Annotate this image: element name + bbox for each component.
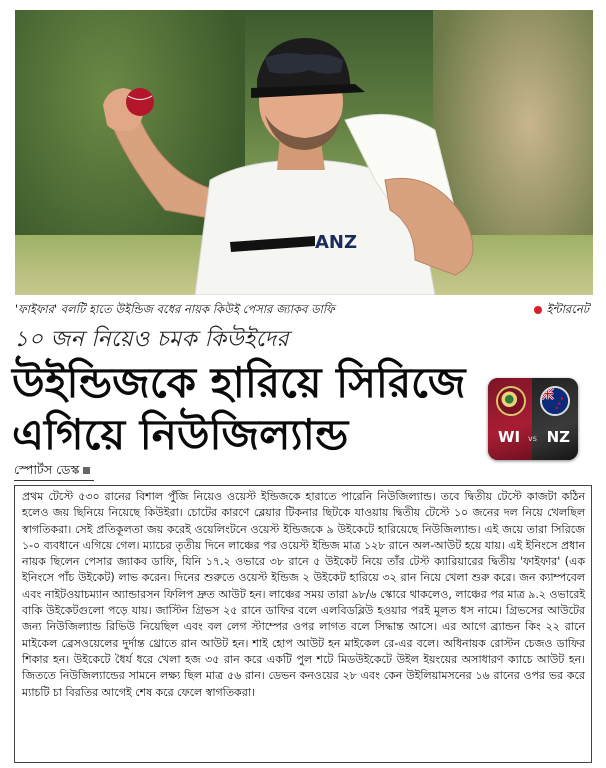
cricket-ball-icon	[126, 88, 154, 116]
desk-underline	[14, 480, 94, 481]
article-kicker: ১০ জন নিয়েও চমক কিউইদের	[14, 327, 289, 352]
article-photo	[15, 10, 593, 295]
new-zealand-flag-icon	[540, 386, 570, 416]
west-indies-crest-icon	[496, 386, 526, 416]
desk-name: স্পোর্টস ডেস্ক	[14, 462, 80, 477]
sunglasses-icon	[265, 53, 343, 74]
team-code-right: NZ	[546, 428, 570, 446]
jersey-sponsor: ANZ	[315, 232, 358, 253]
red-dot-icon	[534, 306, 542, 314]
photo-caption-row	[15, 298, 593, 318]
team-code-left: WI	[498, 428, 521, 446]
desk-byline	[14, 462, 90, 482]
photo-credit-text: ইন্টারনেট	[546, 302, 589, 316]
match-badge	[488, 378, 578, 460]
article-body-box	[14, 485, 592, 763]
article-headline: উইন্ডিজকে হারিয়ে সিরিজে এগিয়ে নিউজিল্যান্ড	[12, 358, 466, 459]
photo-credit	[534, 301, 589, 320]
square-bullet-icon	[83, 467, 90, 474]
article-body: প্রথম টেস্টে ৫৩০ রানের বিশাল পুঁজি নিয়েও ওয়েস্ট ইন্ডিজকে হারাতে পারেনি নিউজিল্যান্ড। তবে দ্বিতীয় টেস্টে কাজটা কঠিন হলেও জয় ছিনিয়ে নিয়েছে কিউইরা। চোটের কারণে ব্লেয়ার টিকনার ছিটকে যাওয়ায় দ্বিতীয় টেস্টে ১০ জনের দল নিয়ে খেলছিল স্বাগতিকরা। সেই প্রতিকূলতা জয় করেই ওয়েলিংটনে ওয়েস্ট ইন্ডিজকে ৯ উইকেটে হারিয়েছে নিউজিল্যান্ড। এই জয়ে তারা সিরিজে ১-০ ব্যবধানে এগিয়ে গেল। ম্যাচের তৃতীয় দিনে লাঞ্চের পর ওয়েস্ট ইন্ডিজ মাত্র ১২৮ রানে অল-আউট হয়ে যায়। এই ইনিংসে প্রধান নায়ক ছিলেন পেসার জ্যাকব ডাফি, যিনি ১৭.২ ওভারে ৩৮ রানে ৫ উইকেট নিয়ে তাঁর টেস্ট ক্যারিয়ারের দ্বিতীয় 'ফাইফার' (এক ইনিংসে পাঁচ উইকেট) লাভ করেন। দিনের শুরুতে ওয়েস্ট ইন্ডিজ ২ উইকেট হারিয়ে ৩২ রান নিয়ে খেলা শুরু করে। জন ক্যাম্পবেল এবং নাইটওয়াচম্যান অ্যান্ডারসন ফিলিপ দ্রুত আউট হন। লাঞ্চের সময় তারা ৯৮/৬ স্কোরে থাকলেও, লাঞ্চের পর মাত্র ৯.২ ওভারেই বাকি উইকেটগুলো পড়ে যায়। জাস্টিন গ্রিভস ২৫ রানে ডাফির বলে এলবিডব্লিউ হওয়ার পরই মূলত ধস নামে। গ্রিভসের আউটের জন্য নিউজিল্যান্ড রিভিউ নিয়েছিল এবং বল লেগ স্টাম্পের ওপর লাগত বলে সিদ্ধান্ত আসে। এর আগে ব্র্যান্ডন কিং ২২ রানে মাইকেল ব্রেসওয়েলের দুর্দান্ত থ্রোতে রান আউট হন। শাই হোপ আউট হন মাইকেল রে-এর বলে। অধিনায়ক রোস্টন চেজও ডাফির শিকার হন। উইকেটে ধৈর্য ধরে খেলা হজ ৩৫ রান করে একটি পুল শটে মিডউইকেটে উইল ইয়ংয়ের অসাধারণ ক্যাচে আউট হন। জিততে নিউজিল্যান্ডের সামনে লক্ষ্য ছিল মাত্র ৫৬ রান। ডেভন কনওয়ের ২৮ এবং কেন উইলিয়ামসনের ১৬ রানের ওপর ভর করে ম্যাচটি চা বিরতির আগেই শেষ করে ফেলে স্বাগতিকরা।	[22, 490, 585, 699]
photo-caption: 'ফাইফার' বলটি হাতে উইন্ডিজ বধের নায়ক কিউই পেসার জ্যাকব ডাফি	[15, 302, 335, 316]
versus-label: vs	[528, 434, 537, 443]
cricketer-illustration	[15, 10, 593, 295]
